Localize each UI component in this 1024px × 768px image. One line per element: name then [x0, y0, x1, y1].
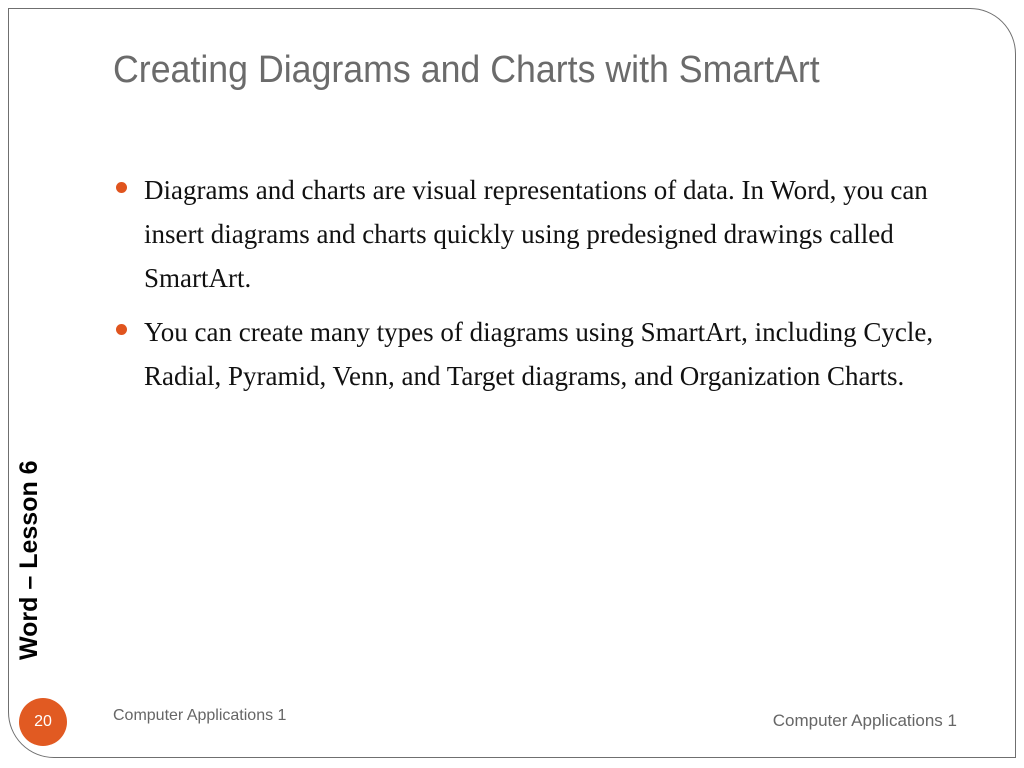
- bullet-text: You can create many types of diagrams using SmartArt, including Cycle, Radial, Pyramid, Venn, and Target diagrams, and Organization Charts.: [144, 317, 934, 391]
- bullet-text: Diagrams and charts are visual representations of data. In Word, you can insert diagrams and charts quickly using predesigned drawings called SmartArt.: [144, 175, 928, 293]
- footer-left-text: Computer Applications 1: [113, 707, 287, 724]
- bullet-item: [113, 310, 973, 398]
- bullet-icon: [116, 182, 127, 193]
- bullet-list: [113, 168, 973, 408]
- bullet-item: [113, 168, 973, 300]
- bullet-icon: [116, 324, 127, 335]
- slide-number-badge: 20: [19, 698, 67, 746]
- slide-title: Creating Diagrams and Charts with SmartArt: [113, 49, 820, 91]
- lesson-side-label: Word – Lesson 6: [15, 460, 43, 660]
- footer-right-text: Computer Applications 1: [772, 711, 957, 730]
